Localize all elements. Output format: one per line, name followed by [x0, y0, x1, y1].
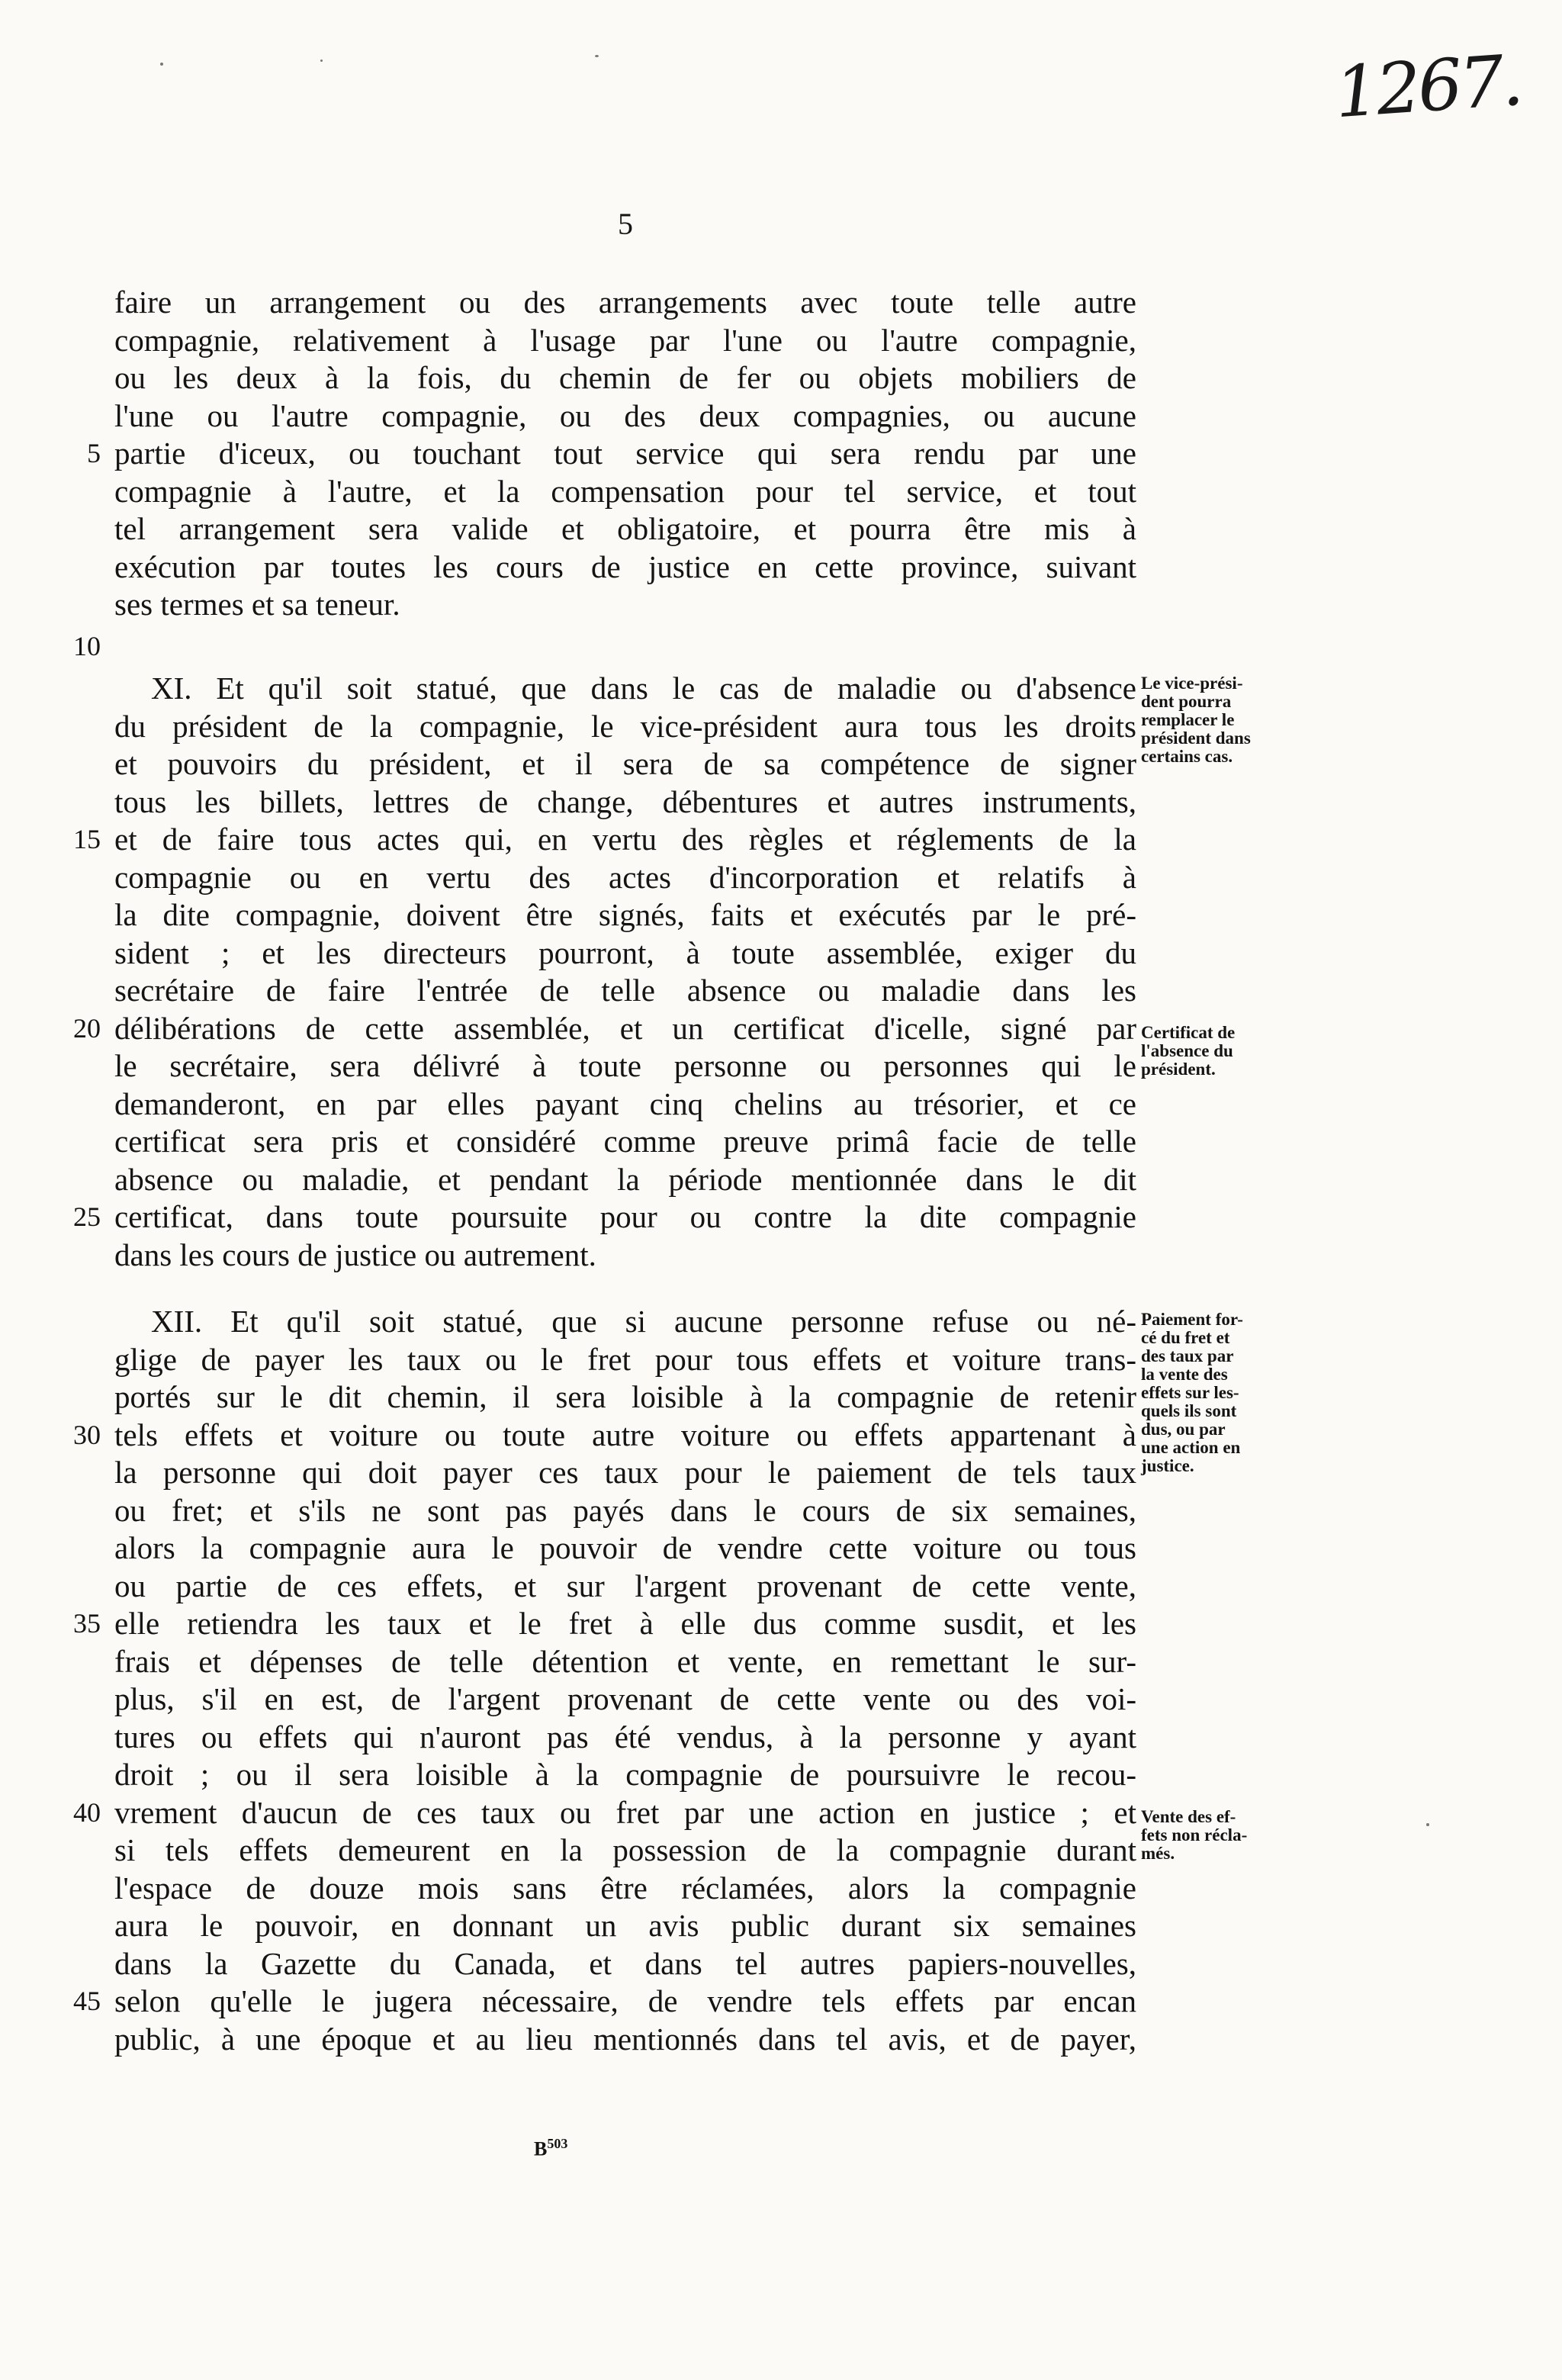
line-number: 45 [73, 1986, 101, 2016]
text-line: 30 tels effets et voiture ou toute autre voiture ou effets appartenant à [114, 1417, 1136, 1455]
text-line: alors la compagnie aura le pouvoir de vendre cette voiture ou tous [114, 1530, 1136, 1565]
text-line: si tels effets demeurent en la possession de la compagnie durant [114, 1832, 1136, 1867]
text-line: XI. Et qu'il soit statué, que dans le cas de maladie ou d'absence [151, 671, 1136, 706]
paragraph-1 [87, 284, 1136, 624]
text-line: 15 et de faire tous actes qui, en vertu des règles et réglements de la [114, 821, 1136, 859]
line-number: 20 [73, 1012, 101, 1044]
text-line: dans la Gazette du Canada, et dans tel autres papiers-nouvelles, [114, 1945, 1136, 1981]
text-line: public, à une époque et au lieu mentionnés dans tel avis, et de payer, [114, 2021, 1136, 2057]
scan-speck [1426, 1823, 1429, 1826]
text-line: certificat sera pris et considéré comme preuve primâ facie de telle [114, 1124, 1136, 1159]
text-line: XII. Et qu'il soit statué, que si aucune personne refuse ou né- [151, 1304, 1136, 1339]
text-line: frais et dépenses de telle détention et vente, en remettant le sur- [114, 1643, 1136, 1679]
text-line: secrétaire de faire l'entrée de telle absence ou maladie dans les [114, 973, 1136, 1008]
line-number: 35 [73, 1608, 101, 1639]
text-line: 25 certificat, dans toute poursuite pour ou contre la dite compagnie [114, 1198, 1136, 1237]
paragraph-section-xii [73, 1303, 1136, 2058]
page-number: 5 [618, 207, 633, 241]
scan-speck [160, 63, 163, 66]
paragraph-section-xi [73, 670, 1136, 1274]
text-line: 35 elle retiendra les taux et le fret à elle dus comme susdit, et les [114, 1605, 1136, 1643]
text-line: et pouvoirs du président, et il sera de sa compétence de signer [114, 746, 1136, 781]
text-line: 40 vrement d'aucun de ces taux ou fret par une action en justice ; et [114, 1794, 1136, 1832]
printer-signature-mark: $B^{503}$ [534, 2136, 568, 2160]
text-line: faire un arrangement ou des arrangements avec toute telle autre [114, 285, 1136, 320]
text-line: ou les deux à la fois, du chemin de fer ou objets mobiliers de [114, 360, 1136, 395]
text-line: absence ou maladie, et pendant la période mentionnée dans le dit [114, 1161, 1136, 1197]
text-line: glige de payer les taux ou le fret pour tous effets et voiture trans- [114, 1341, 1136, 1377]
text-line: 20 délibérations de cette assemblée, et un certificat d'icelle, signé par [114, 1010, 1136, 1048]
line-number: 15 [73, 824, 101, 854]
handwritten-page-annotation: 1267. [1332, 39, 1523, 134]
margin-note-vente: Vente des ef- fets non récla- més. [1141, 1807, 1248, 1863]
text-line: tel arrangement sera valide et obligatoire, et pourra être mis à [114, 511, 1136, 546]
text-line: portés sur le dit chemin, il sera loisible à la compagnie de retenir [114, 1379, 1136, 1414]
text-line: compagnie, relativement à l'usage par l'une ou l'autre compagnie, [114, 322, 1136, 358]
text-line: aura le pouvoir, en donnant un avis public durant six semaines [114, 1908, 1136, 1943]
text-line: le secrétaire, sera délivré à toute personne ou personnes qui le [114, 1048, 1136, 1083]
line-number: 30 [73, 1419, 101, 1450]
text-line: du président de la compagnie, le vice-président aura tous les droits [114, 708, 1136, 744]
line-number: 40 [73, 1796, 101, 1828]
text-line: ou fret; et s'ils ne sont pas payés dans le cours de six semaines, [114, 1492, 1136, 1528]
text-line: 5 partie d'iceux, ou touchant tout service qui sera rendu par une [114, 435, 1136, 473]
line-number: 10 [73, 631, 101, 661]
text-line: compagnie à l'autre, et la compensation pour tel service, et tout [114, 473, 1136, 509]
margin-note-vice-president: Le vice-prési- dent pourra remplacer le président dans certains cas. [1141, 674, 1251, 766]
margin-note-certificat: Certificat de l'absence du président. [1141, 1023, 1236, 1079]
text-line: la personne qui doit payer ces taux pour le paiement de tels taux [114, 1455, 1136, 1490]
text-line: tous les billets, lettres de change, débentures et autres instruments, [114, 783, 1136, 819]
text-line: sident ; et les directeurs pourront, à toute assemblée, exiger du [114, 934, 1136, 970]
text-line: ou partie de ces effets, et sur l'argent provenant de cette vente, [114, 1568, 1136, 1603]
line-number: 25 [73, 1201, 101, 1232]
text-line: tures ou effets qui n'auront pas été vendus, à la personne y ayant [114, 1719, 1136, 1754]
scan-speck [595, 55, 599, 57]
text-line: exécution par toutes les cours de justice en cette province, suivant [114, 548, 1136, 584]
text-line: l'une ou l'autre compagnie, ou des deux compagnies, ou aucune [114, 397, 1136, 433]
text-line: plus, s'il en est, de l'argent provenant de cette vente ou des voi- [114, 1681, 1136, 1716]
text-line: 45 selon qu'elle le jugera nécessaire, de vendre tels effets par encan [114, 1983, 1136, 2021]
line-number: 5 [87, 438, 101, 468]
text-line: l'espace de douze mois sans être réclamées, alors la compagnie [114, 1870, 1136, 1906]
text-line: droit ; ou il sera loisible à la compagnie de poursuivre le recou- [114, 1757, 1136, 1792]
scan-speck [320, 60, 323, 62]
text-line: demanderont, en par elles payant cinq chelins au trésorier, et ce [114, 1085, 1136, 1121]
text-line: ses termes et sa teneur. [114, 587, 400, 622]
margin-note-paiement: Paiement for- cé du fret et des taux par la vente des effets sur les- quels ils sont dus, ou par une action en justice. [1141, 1310, 1243, 1475]
text-line: la dite compagnie, doivent être signés, faits et exécutés par le pré- [114, 897, 1136, 932]
text-line: compagnie ou en vertu des actes d'incorporation et relatifs à [114, 859, 1136, 895]
text-line: dans les cours de justice ou autrement. [114, 1237, 596, 1272]
